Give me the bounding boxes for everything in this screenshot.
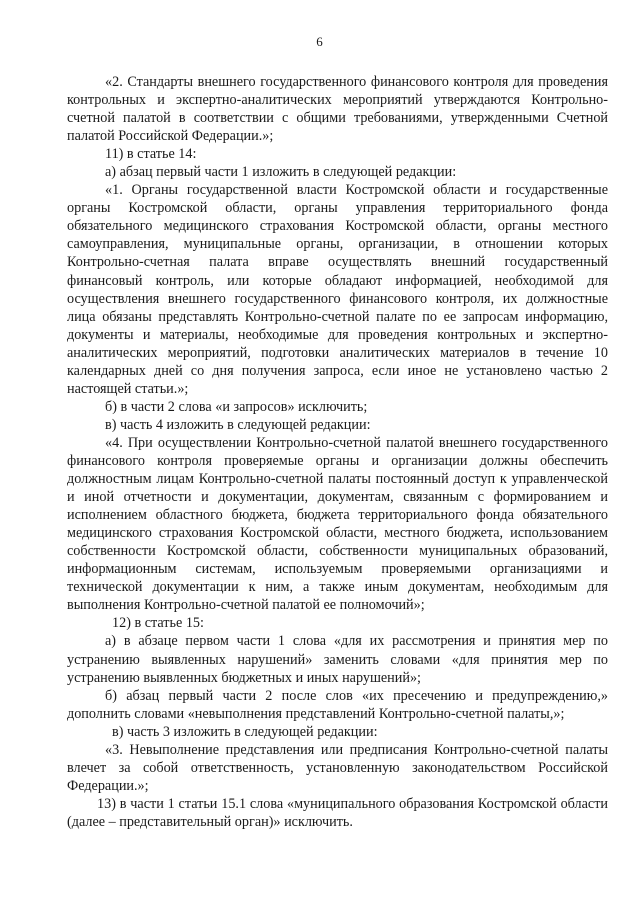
paragraph-standards: «2. Стандарты внешнего государственного финансового контроля для проведения контрольных и экспертно-аналитических мероприятий утверждаются Контрольно-счетной палатой в соответствии с общими требованиями, утвержденными Счетной палатой Российской Федерации.»;: [67, 74, 608, 145]
paragraph-sub-a: а) абзац первый части 1 изложить в следующей редакции:: [105, 164, 457, 181]
page-number: 6: [316, 34, 323, 49]
paragraph-sub-v-15: в) часть 3 изложить в следующей редакции:: [112, 723, 378, 740]
paragraph-item-12: 12) в статье 15:: [112, 615, 204, 632]
paragraph-sub-a-15: а) в абзаце первом части 1 слова «для их рассмотрения и принятия мер по устранению выявленных нарушений» заменить словами «для принятия мер по устранению выявленных бюджетных и иных нарушений»;: [67, 633, 608, 686]
paragraph-sub-b: б) в части 2 слова «и запросов» исключить;: [105, 398, 368, 415]
paragraph-sub-b-15: б) абзац первый части 2 после слов «их пресечению и предупреждению,» дополнить словами «невыполнения представлений Контрольно-счетной палаты,»;: [67, 687, 608, 722]
paragraph-part-1: «1. Органы государственной власти Костромской области и государственные органы Костромской области, органы управления территориального фонда обязательного медицинского страхования Костромской области, органы местного самоуправления, муниципальные органы, организации, в отношении которых Контрольно-счетная палата вправе осуществлять внешний государственный финансовый контроль, или которые обладают информацией, необходимой для осуществления внешнего государственного финансового контроля, их должностные лица обязаны представлять Контрольно-счетной палате по ее запросам информацию, документы и материалы, необходимые для проведения контрольных и экспертно-аналитических мероприятий, подготовки аналитических материалов в течение 10 календарных дней со дня получения запроса, если иное не установлено частью 2 настоящей статьи.»;: [67, 182, 608, 397]
paragraph-sub-v: в) часть 4 изложить в следующей редакции:: [105, 416, 371, 433]
paragraph-item-13: 13) в части 1 статьи 15.1 слова «муниципального образования Костромской области (далее – представительный орган)» исключить.: [67, 795, 608, 830]
document-body: [67, 73, 608, 831]
paragraph-part-4: «4. При осуществлении Контрольно-счетной палатой внешнего государственного финансового контроля проверяемые органы и организации должны обеспечить должностным лицам Контрольно-счетной палаты постоянный доступ к управленческой и иной отчетности и документации, документам, связанным с формированием и исполнением областного бюджета, бюджета территориального фонда обязательного медицинского страхования Костромской области, местного бюджета, использованием собственности Костромской области, собственности муниципальных образований, информационным системам, используемым проверяемыми организациями и технической документации к ним, а также иным документам, необходимым для выполнения Контрольно-счетной палатой ее полномочий»;: [67, 434, 608, 614]
paragraph-part-3: «3. Невыполнение представления или предписания Контрольно-счетной палаты влечет за собой ответственность, установленную законодательством Российской Федерации.»;: [67, 741, 608, 794]
paragraph-item-11: 11) в статье 14:: [105, 146, 197, 163]
